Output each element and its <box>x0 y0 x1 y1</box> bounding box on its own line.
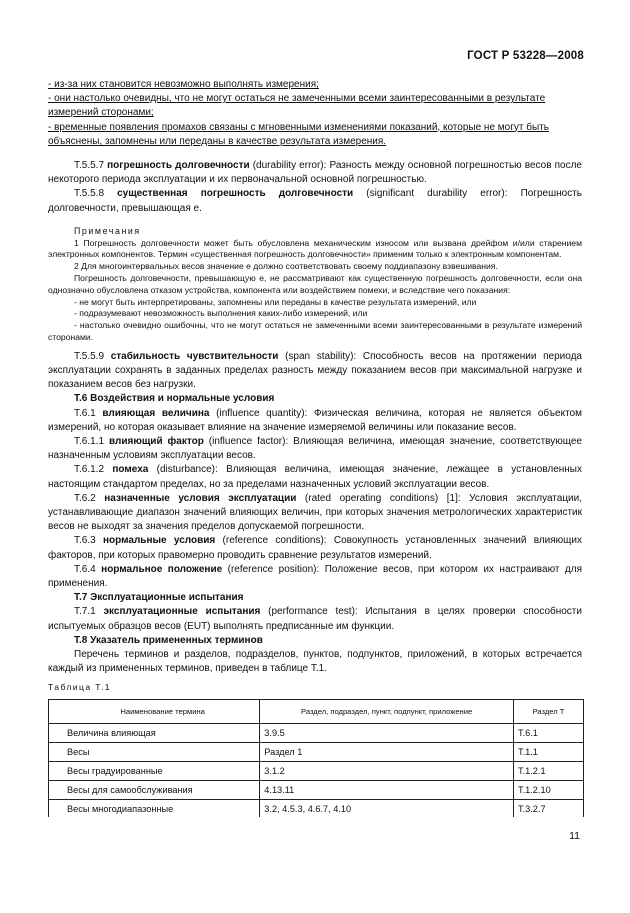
section-heading-t6: Т.6 Воздействия и нормальные условия <box>74 393 275 405</box>
table-row <box>49 800 584 818</box>
table-cell: Т.3.2.7 <box>513 800 583 818</box>
term-t557: Т.5.5.7 погрешность долговечности (durability error): Разность между основной погрешностью весов после некоторого периода эксплуатации и их первоначальной основной погрешностью. <box>48 160 582 186</box>
list-item: - временные появления промахов связаны с мгновенными изменениями показаний, которые не могут быть объяснены, запомнены или переданы в качестве результата измерения. <box>48 121 549 147</box>
note-2: 2 Для многоинтервальных весов значение е должно соответствовать своему поддиапазону взвешивания. <box>74 261 498 272</box>
note-1: 1 Погрешность долговечности может быть обусловлена механическим износом или вызвана дрейфом и/или старением электронных компонентов. Термин «существенная погрешность долговечности» применим только к электронным компонентам. <box>48 237 582 260</box>
table-cell: Т.1.2.1 <box>513 762 583 781</box>
term-t61: Т.6.1 влияющая величина (influence quantity): Физическая величина, которая не является объектом измерений, но которая оказывает влияние на значение измеряемой величины или показание весов. <box>48 407 582 433</box>
terms-table <box>48 699 584 817</box>
table-row <box>49 724 584 743</box>
term-t611: Т.6.1.1 влияющий фактор (influence factor): Влияющая величина, имеющая значение, соответствующее назначенным условиям эксплуатации весов. <box>48 436 582 462</box>
section-heading-t7: Т.7 Эксплуатационные испытания <box>74 592 244 604</box>
section-heading-t8: Т.8 Указатель примененных терминов <box>74 634 263 646</box>
table-row <box>49 781 584 800</box>
term-t558: Т.5.5.8 существенная погрешность долговечности (significant durability error): Погрешность долговечности, превышающая е. <box>48 188 582 214</box>
table-cell: Т.1.2.10 <box>513 781 583 800</box>
table-row <box>49 743 584 762</box>
term-t63: Т.6.3 нормальные условия (reference conditions): Совокупность установленных значений влияющих факторов, при которых правомерно проводить сравнение результатов измерений. <box>48 535 582 561</box>
paragraph-t8: Перечень терминов и разделов, подразделов, пунктов, подпунктов, приложений, в которых встречается каждый из примененных терминов, приведен в таблице Т.1. <box>48 649 582 675</box>
table-cell: Раздел 1 <box>260 743 514 762</box>
table-cell: Весы <box>49 743 260 762</box>
table-header-section: Раздел, подраздел, пункт, подпункт, приложение <box>260 700 514 724</box>
table-cell: Величина влияющая <box>49 724 260 743</box>
table-caption: Таблица Т.1 <box>48 682 111 692</box>
term-t71: Т.7.1 эксплуатационные испытания (performance test): Испытания в целях проверки способности испытуемых образцов весов (EUT) выполнять предписанные им функции. <box>48 606 582 632</box>
term-t64: Т.6.4 нормальное положение (reference position): Положение весов, при котором их настраивают для применения. <box>48 563 582 590</box>
list-item: - они настолько очевидны, что не могут остаться не замеченными всеми заинтересованными в результате измерений сторонами; <box>48 93 546 119</box>
table-header-term: Наименование термина <box>49 700 260 724</box>
table-header-t-section: Раздел Т <box>513 700 583 724</box>
table-cell: 4.13.11 <box>260 781 514 800</box>
term-t559: Т.5.5.9 стабильность чувствительности (span stability): Способность весов на протяжении периода эксплуатации сохранять в заданных пределах разность между показанием весов при максимальной нагрузке и показанием весов без нагрузки. <box>48 350 582 391</box>
notes-title: Примечания <box>74 225 141 236</box>
table-cell: 3.2, 4.5.3, 4.6.7, 4.10 <box>260 800 514 818</box>
note-list-item: - настолько очевидно ошибочны, что не могут остаться не замеченными всеми заинтересованными в результате измерений сторонами. <box>48 320 582 342</box>
page-number: 11 <box>569 830 580 842</box>
term-t62: Т.6.2 назначенные условия эксплуатации (rated operating conditions) [1]: Условия эксплуатации, устанавливающие диапазон значений влияющих величин, при которых значения метрологических характеристик весов не выходят за значения пределов допускаемой погрешности. <box>48 492 582 533</box>
table-row <box>49 762 584 781</box>
table-cell: 3.1.2 <box>260 762 514 781</box>
table-cell: Т.6.1 <box>513 724 583 743</box>
table-cell: Весы для самообслуживания <box>49 781 260 800</box>
table-cell: Весы многодиапазонные <box>49 800 260 818</box>
note-list-item: - подразумевают невозможность выполнения каких-либо измерений, или <box>74 308 368 319</box>
note-2-continued: Погрешность долговечности, превышающую е, не рассматривают как существенную погрешность долговечности, если она однозначно обусловлена отказом устройства, компонента или воздействием помехи, и вследствие чего показания: <box>48 273 582 295</box>
table-cell: Т.1.1 <box>513 743 583 762</box>
note-list-item: - не могут быть интерпретированы, запомнены или переданы в качестве результата измерений, или <box>74 296 477 307</box>
document-header: ГОСТ Р 53228—2008 <box>467 50 584 62</box>
term-t612: Т.6.1.2 помеха (disturbance): Влияющая величина, имеющая значение, лежащее в установленных настоящим стандартом пределах, но за пределами назначенных условий эксплуатации весов. <box>48 464 582 490</box>
list-item: - из-за них становится невозможно выполнять измерения; <box>48 79 319 90</box>
page-body <box>48 78 582 676</box>
table-cell: Весы градуированные <box>49 762 260 781</box>
table-cell: 3.9.5 <box>260 724 514 743</box>
